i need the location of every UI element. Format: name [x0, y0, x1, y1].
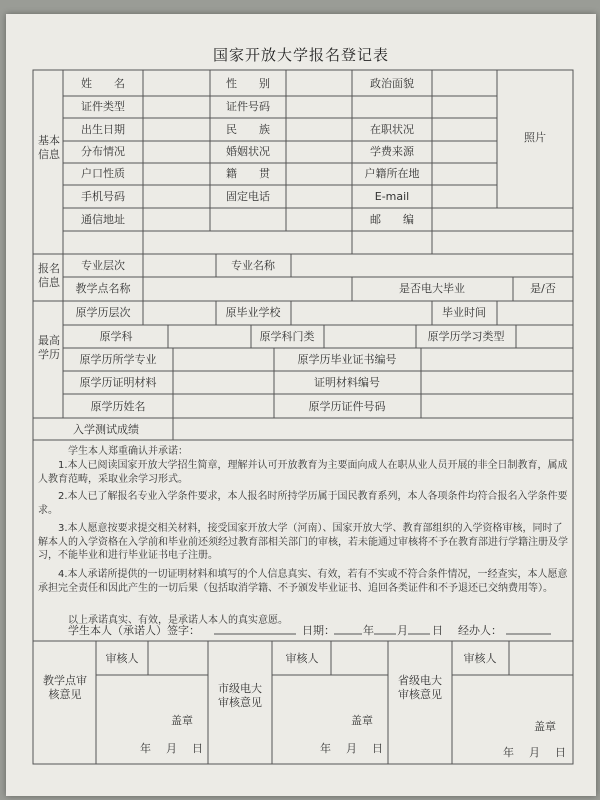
form-title: 国家开放大学报名登记表 — [212, 46, 389, 64]
section-basic-info: 基本信息 — [38, 134, 60, 161]
teaching-point-opinion: 教学点审核意见 — [43, 674, 87, 701]
review3-month: 月 — [529, 746, 540, 759]
pledge-item-3: 3.本人愿意按要求提交相关材料，接受国家开放大学（河南）、国家开放大学、教育部组织的入学资格审核，同时了解本人的入学资格在入学前和毕业前还须经过教育部相关部门的审核，若未能通过审核将不予在教育部进行学籍注册及学习，不能毕业和进行毕业证书电子注册。 — [38, 523, 568, 561]
section-highest-edu: 最高学历 — [38, 334, 60, 361]
label-is-tvu-grad: 是否电大毕业 — [399, 282, 465, 295]
label-political: 政治面貌 — [370, 77, 414, 90]
label-teaching-point: 教学点名称 — [75, 282, 131, 295]
review2-day: 日 — [372, 742, 383, 755]
review1-month: 月 — [166, 742, 177, 755]
label-id-number: 证件号码 — [226, 100, 270, 113]
label-id-type: 证件类型 — [81, 100, 125, 113]
label-edu-proof: 原学历证明材料 — [79, 376, 157, 389]
label-gender: 性 别 — [226, 77, 270, 90]
registration-form-sheet — [6, 14, 596, 796]
label-major-level: 专业层次 — [81, 259, 125, 272]
photo-placeholder: 照片 — [524, 131, 546, 144]
label-grad-time: 毕业时间 — [442, 306, 486, 319]
label-entrance-score: 入学测试成绩 — [73, 423, 139, 436]
label-ethnicity: 民 族 — [226, 123, 270, 136]
label-marital: 婚姻状况 — [226, 145, 270, 158]
label-cert-no: 原学历毕业证书编号 — [297, 353, 397, 366]
label-native-place: 籍 贯 — [226, 167, 270, 180]
seal-label-3: 盖章 — [534, 720, 556, 733]
review2-year: 年 — [320, 742, 331, 755]
label-email: E-mail — [374, 190, 410, 203]
pledge-item-1: 1.本人已阅读国家开放大学招生简章，理解并认可开放教育为主要面向成人在职从业人员开展的非全日制教育，属成人教育范畴，采取业余学习形式。 — [38, 460, 568, 485]
label-subject-category: 原学科门类 — [259, 330, 315, 343]
handler-label: 经办人： — [458, 624, 502, 637]
review3-day: 日 — [555, 746, 566, 759]
value-yes-no: 是/否 — [530, 282, 556, 295]
review2-month: 月 — [346, 742, 357, 755]
reviewer-label-2: 审核人 — [285, 652, 319, 665]
date-day: 日 — [432, 624, 443, 637]
label-tuition-source: 学费来源 — [370, 145, 414, 158]
label-landline: 固定电话 — [226, 190, 270, 203]
pledge-closing: 以上承诺真实、有效，是承诺人本人的真实意愿。 — [68, 615, 288, 626]
review1-year: 年 — [140, 742, 151, 755]
review1-day: 日 — [192, 742, 203, 755]
pledge-item-4: 4.本人承诺所提供的一切证明材料和填写的个人信息真实、有效，若有不实或不符合条件情况，一经查实，本人愿意承担完全责任和因此产生的一切后果（包括取消学籍、不予颁发毕业证书、追回各类证件和不予退还已交纳费用等）。 — [38, 569, 568, 594]
label-hukou-location: 户籍所在地 — [364, 167, 420, 180]
label-proof-no: 证明材料编号 — [314, 376, 380, 389]
label-study-type: 原学历学习类型 — [427, 330, 505, 343]
date-year: 年 — [363, 624, 374, 637]
label-edu-school: 原毕业学校 — [225, 306, 281, 319]
label-birth-date: 出生日期 — [81, 123, 125, 136]
label-postcode: 邮 编 — [370, 213, 414, 226]
label-name: 姓 名 — [81, 77, 125, 90]
label-address: 通信地址 — [81, 213, 125, 226]
label-major-name: 专业名称 — [231, 259, 275, 272]
review3-year: 年 — [503, 746, 514, 759]
label-hukou-nature: 户口性质 — [81, 167, 125, 180]
label-employment: 在职状况 — [370, 123, 414, 136]
seal-label-2: 盖章 — [351, 714, 373, 727]
pledge-item-2: 2.本人已了解报名专业入学条件要求，本人报名时所持学历属于国民教育系列，本人各项条件均符合报名入学条件要求。 — [38, 491, 568, 516]
reviewer-label-1: 审核人 — [105, 652, 139, 665]
label-edu-level: 原学历层次 — [75, 306, 131, 319]
date-month: 月 — [397, 624, 408, 637]
seal-label-1: 盖章 — [171, 714, 193, 727]
label-discipline: 原学科 — [99, 330, 133, 343]
section-enroll-info: 报名信息 — [38, 262, 60, 289]
date-label: 日期： — [302, 624, 335, 637]
label-edu-name: 原学历姓名 — [90, 400, 146, 413]
province-opinion: 省级电大审核意见 — [398, 674, 442, 701]
label-edu-id: 原学历证件号码 — [308, 400, 386, 413]
city-opinion: 市级电大审核意见 — [218, 682, 262, 709]
signature-label: 学生本人（承诺人）签字： — [68, 624, 200, 637]
reviewer-label-3: 审核人 — [463, 652, 497, 665]
label-mobile: 手机号码 — [81, 190, 125, 203]
label-distribution: 分布情况 — [81, 145, 125, 158]
label-edu-major: 原学历所学专业 — [79, 353, 157, 366]
pledge-intro: 学生本人郑重确认并承诺： — [68, 446, 188, 457]
